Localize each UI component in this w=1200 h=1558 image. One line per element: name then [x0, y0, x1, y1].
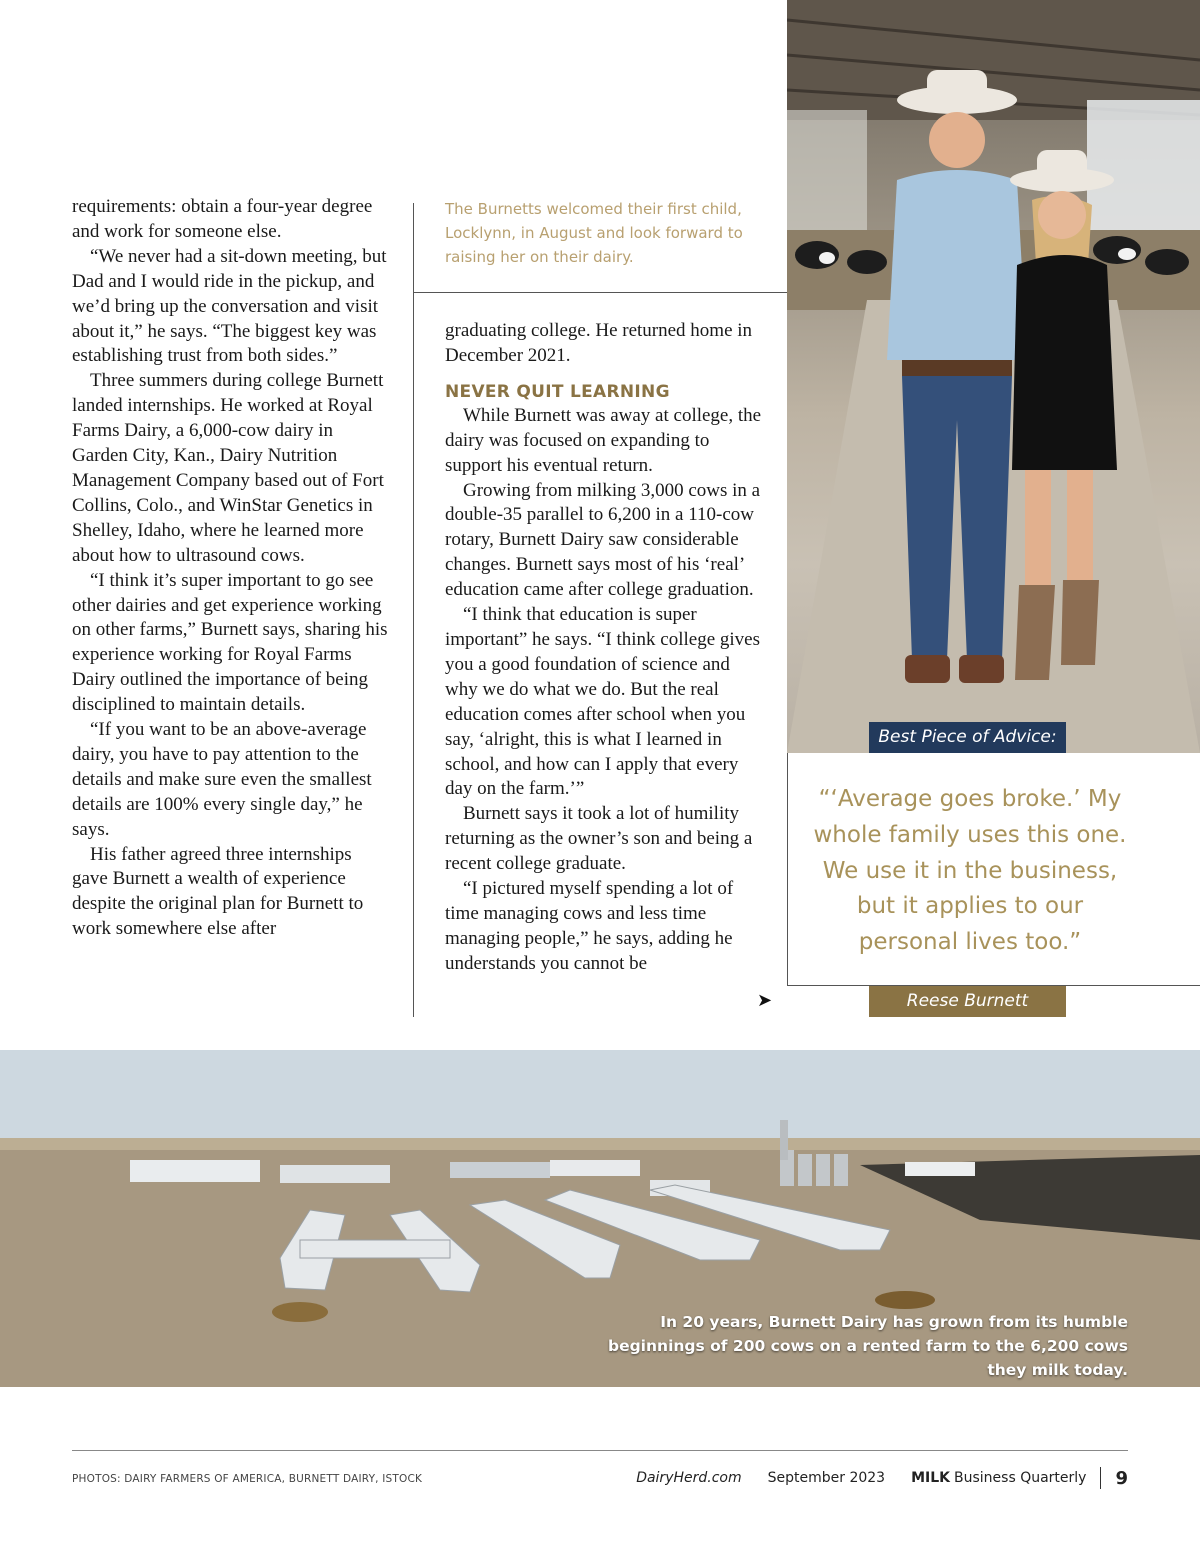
- photo-caption: The Burnetts welcomed their first child, Locklynn, in August and look forward to raising her on their dairy.: [445, 200, 743, 266]
- paragraph: “If you want to be an above-average dairy, you have to pay attention to the details and make sure even the smallest details are 100% every single day,” he says.: [72, 719, 372, 840]
- article-column-2: [445, 319, 763, 977]
- advice-label: Best Piece of Advice:: [869, 722, 1066, 753]
- page-number: 9: [1115, 1467, 1128, 1489]
- photo-credit: PHOTOS: DAIRY FARMERS OF AMERICA, BURNETT DAIRY, ISTOCK: [72, 1473, 423, 1485]
- paragraph: “I pictured myself spending a lot of time managing cows and less time managing people,” he says, adding he understands you cannot be: [445, 878, 734, 974]
- paragraph: Growing from milking 3,000 cows in a double-35 parallel to 6,200 in a 110-cow rotary, Burnett Dairy saw considerable changes. Burnett says most of his ‘real’ education came after college graduation.: [445, 479, 761, 601]
- footer-date: September 2023: [767, 1470, 886, 1486]
- paragraph: Burnett says it took a lot of humility returning as the owner’s son and being a recent college graduate.: [445, 803, 753, 875]
- paragraph: Three summers during college Burnett landed internships. He worked at Royal Farms Dairy, a 6,000-cow dairy in Garden City, Kan., Dairy Nutrition Management Company based out of Fort Collins, Colo., and WinStar Genetics in Shelley, Idaho, where he learned more about how to ultrasound cows.: [72, 370, 384, 566]
- article-column-1: [72, 195, 392, 942]
- quote-attribution: Reese Burnett: [869, 986, 1066, 1017]
- couple-portrait-photo: [787, 0, 1200, 753]
- paragraph: graduating college. He returned home in December 2021.: [445, 320, 753, 366]
- paragraph: “I think it’s super important to go see other dairies and get experience working on other farms,” Burnett says, sharing his experience working for Royal Farms Dairy outlined the importance of being disciplined to maintain details.: [72, 569, 388, 716]
- caption-divider: [413, 292, 787, 293]
- portrait-illustration: [787, 0, 1200, 753]
- footer-publication-info: [636, 1467, 1128, 1489]
- paragraph: requirements: obtain a four-year degree and work for someone else.: [72, 196, 373, 242]
- column-divider: [413, 203, 414, 1017]
- section-subhead: NEVER QUIT LEARNING: [445, 381, 670, 402]
- aerial-photo-caption: In 20 years, Burnett Dairy has grown from its humble beginnings of 200 cows on a rented farm to the 6,200 cows they milk today.: [607, 1313, 1128, 1379]
- footer-separator: [1100, 1467, 1101, 1489]
- footer-site: DairyHerd.com: [636, 1470, 742, 1486]
- paragraph: While Burnett was away at college, the dairy was focused on expanding to support his eventual return.: [445, 404, 762, 476]
- footer-milk: MILK: [911, 1470, 951, 1486]
- footer-publication: Business Quarterly: [954, 1470, 1087, 1486]
- footer-rule: [72, 1450, 1128, 1451]
- continue-arrow-icon: ➤: [757, 990, 773, 1010]
- pull-quote: “‘Average goes broke.’ My whole family uses this one. We use it in the business, but it applies to our personal lives too.”: [813, 786, 1127, 956]
- paragraph: “We never had a sit-down meeting, but Dad and I would ride in the pickup, and we’d bring up the conversation and visit about it,” he says. “The biggest key was establishing trust from both sides.”: [72, 245, 387, 367]
- paragraph: “I think that education is super important” he says. “I think college gives you a good foundation of science and why we do what we do. But the real education comes after school when you say, ‘alright, this is what I learned in school, and how can I apply that every day on the farm.’”: [445, 604, 760, 800]
- paragraph: His father agreed three internships gave Burnett a wealth of experience despite the original plan for Burnett to work somewhere else after: [72, 843, 364, 940]
